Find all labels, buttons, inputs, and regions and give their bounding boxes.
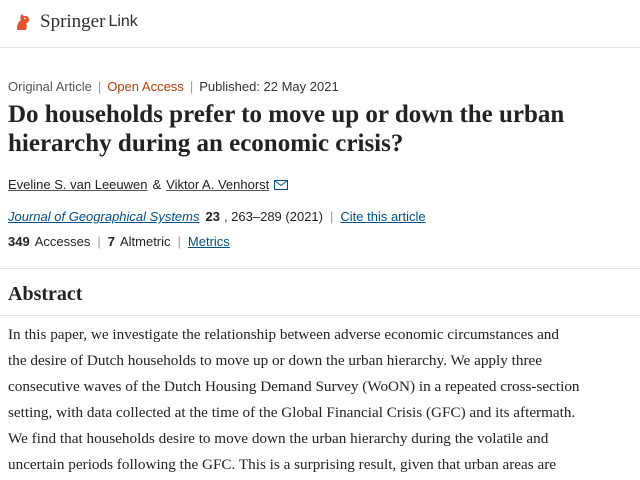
citation-divider: |: [329, 209, 334, 224]
open-access-badge: Open Access: [107, 79, 184, 94]
section-divider: [0, 268, 640, 269]
metrics-divider: |: [97, 234, 101, 249]
abstract-line: uncertain periods following the GFC. This is a surprising result, given that urban areas are: [8, 456, 557, 473]
article-title: Do households prefer to move up or down the urban hierarchy during an economic crisis?: [8, 101, 565, 157]
metrics-link[interactable]: Metrics: [187, 234, 230, 249]
abstract-body: [8, 322, 638, 478]
abstract-line: In this paper, we investigate the relationship between adverse economic circumstances and: [8, 326, 559, 343]
article-type: Original Article: [8, 79, 92, 94]
logo-secondary: Link: [108, 13, 138, 30]
altmetric-label: Altmetric: [119, 234, 171, 249]
accesses-count: 349: [8, 234, 30, 249]
abstract-line: the desire of Dutch households to move up or down the urban hierarchy. We apply three: [8, 352, 542, 369]
springer-horse-icon: [12, 11, 34, 33]
journal-citation: [8, 209, 426, 224]
abstract-line: setting, with data collected at the time of the Global Financial Crisis (GFC) and its aftermath.: [8, 404, 576, 421]
abstract-line: consecutive waves of the Dutch Housing Demand Survey (WoON) in a repeated cross-section: [8, 378, 580, 395]
abstract-heading[interactable]: Abstract: [8, 283, 83, 305]
site-header: [0, 0, 640, 48]
meta-divider: |: [97, 79, 102, 94]
abstract-line: We find that households desire to move down the urban hierarchy during the volatile and: [8, 430, 549, 447]
abstract-divider: [0, 315, 640, 316]
cite-article-link[interactable]: Cite this article: [340, 209, 426, 224]
journal-volume: 23: [205, 209, 220, 224]
journal-link[interactable]: Journal of Geographical Systems: [8, 209, 200, 224]
journal-pages: , 263–289 (2021): [223, 209, 323, 224]
accesses-label: Accesses: [34, 234, 91, 249]
article-meta: [8, 79, 339, 94]
author-link[interactable]: Viktor A. Venhorst: [166, 177, 270, 192]
article-metrics: [8, 234, 230, 249]
logo-primary: Springer: [40, 11, 106, 32]
meta-divider: |: [189, 79, 194, 94]
mail-icon[interactable]: [274, 180, 288, 190]
altmetric-count: 7: [107, 234, 115, 249]
author-link[interactable]: Eveline S. van Leeuwen: [8, 177, 148, 192]
springerlink-logo[interactable]: [12, 11, 138, 33]
published-date: Published: 22 May 2021: [199, 79, 339, 94]
author-separator: &: [152, 177, 162, 192]
metrics-divider: |: [177, 234, 181, 249]
author-list: [8, 177, 288, 192]
